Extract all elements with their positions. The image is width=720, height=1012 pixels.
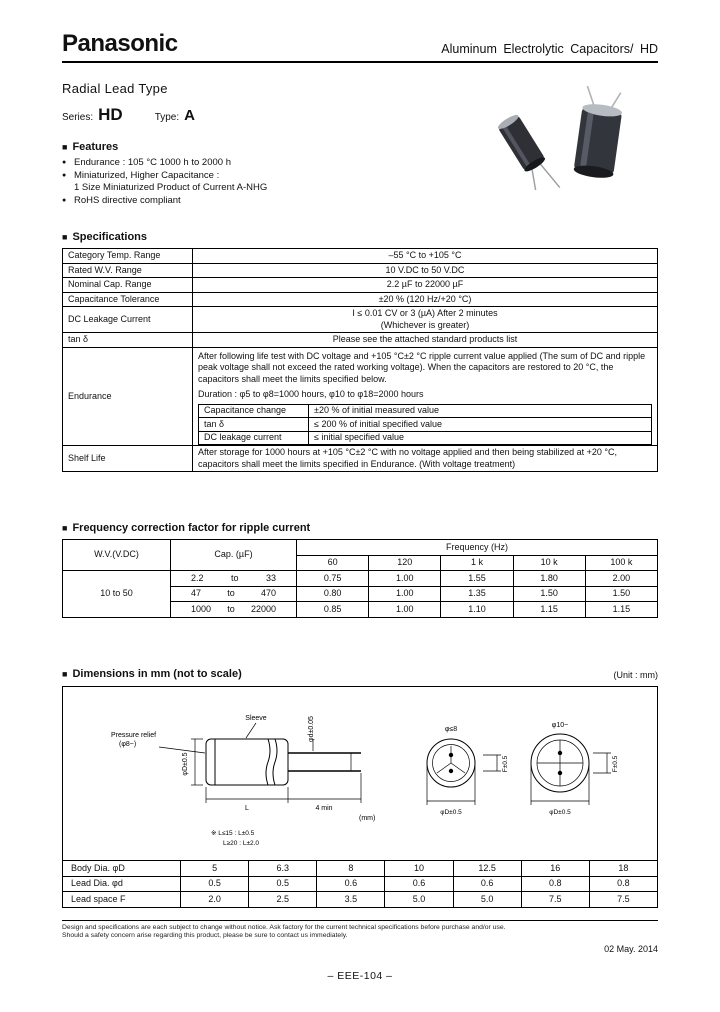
endurance-sub-value: ±20 % of initial measured value: [309, 404, 652, 418]
endurance-sub-label: DC leakage current: [199, 431, 309, 445]
freq-wv-value: 10 to 50: [63, 571, 171, 618]
specifications-heading-label: Specifications: [72, 231, 148, 243]
capacitor-photo-graphic: [482, 86, 660, 190]
dim-value: 5: [181, 861, 249, 877]
page-footer: [62, 920, 658, 982]
spec-value-shelf: After storage for 1000 hours at +105 °C±2 °C with no voltage applied and then being stabilized at +20 °C, capacitors shall meet the limits specified in Endurance. (With voltage treatment): [193, 446, 658, 472]
factor-cell: 1.10: [441, 602, 513, 618]
leakage-line-2: (Whichever is greater): [380, 319, 470, 330]
body-diameter-label: φD±0.5: [182, 751, 189, 776]
square-marker-icon: ■: [62, 232, 68, 242]
large-end-diameter-label: φD±0.5: [549, 808, 571, 816]
series-label: Series:: [62, 112, 94, 123]
table-row: [63, 571, 658, 587]
capacitor-side-view: [206, 739, 361, 785]
page-number: – EEE-104 –: [327, 969, 393, 982]
dim-value: 18: [589, 861, 657, 877]
table-row: [63, 307, 658, 333]
factor-cell: 1.80: [513, 571, 585, 587]
frequency-table: [62, 539, 658, 618]
capacitor-photo: [482, 86, 660, 190]
spec-value-endurance: [193, 347, 658, 446]
bullet-icon: ●: [62, 196, 67, 204]
endurance-duration: Duration : φ5 to φ8=1000 hours, φ10 to φ18=2000 hours: [198, 389, 424, 399]
end-view-dimension-lines: [427, 753, 611, 805]
cap-min: 1000: [191, 603, 212, 614]
dim-value: 16: [521, 861, 589, 877]
lead-space-label-small: F±0.5: [502, 755, 509, 772]
square-marker-icon: ■: [62, 142, 68, 152]
spec-label-leakage: DC Leakage Current: [63, 307, 193, 333]
factor-cell: 1.15: [513, 602, 585, 618]
feature-text: Miniaturized, Higher Capacitance :: [74, 169, 220, 181]
specifications-heading: [62, 231, 658, 243]
table-row: [63, 892, 658, 908]
table-row: [199, 418, 652, 432]
dim-value: 10: [385, 861, 453, 877]
spec-label-tolerance: Capacitance Tolerance: [63, 292, 193, 307]
dim-value: 2.0: [181, 892, 249, 908]
length-tolerance-note-1: ※ L≤15 : L±0.5: [211, 829, 255, 837]
cap-max: 22000: [250, 603, 276, 614]
dim-value: 7.5: [589, 892, 657, 908]
dimensions-drawing: [63, 689, 657, 861]
type-label: Type:: [154, 112, 180, 123]
endurance-subtable: [198, 404, 652, 446]
pressure-relief-size-label: (φ8~): [119, 740, 137, 748]
cap-max: 33: [265, 572, 276, 583]
freq-cap-range: [171, 586, 297, 602]
header-rule: [62, 61, 658, 63]
dim-value: 5.0: [385, 892, 453, 908]
freq-col-100k: 100 k: [585, 555, 657, 571]
dim-value: 8: [317, 861, 385, 877]
cap-to: to: [230, 572, 239, 583]
spec-value-tand: Please see the attached standard products list: [193, 333, 658, 348]
mm-label: (mm): [359, 814, 376, 822]
freq-cap-range: [171, 602, 297, 618]
bullet-icon: [62, 182, 74, 195]
spec-label-endurance: Endurance: [63, 347, 193, 446]
cap-to: to: [227, 588, 235, 598]
large-end-view-label: φ10~: [551, 721, 569, 729]
body-length-label: L: [245, 804, 249, 812]
dim-value: 12.5: [453, 861, 521, 877]
endurance-note: After following life test with DC voltage and +105 °C±2 °C ripple current value applied (The sum of DC and ripple peak voltage shall not exceed the rated working voltage). When the capacitors are restored to 20 °C, the capacitors shall meet the limits specified below.: [198, 350, 646, 384]
dim-value: 0.6: [317, 876, 385, 892]
factor-cell: 1.50: [513, 586, 585, 602]
factor-cell: 0.75: [297, 571, 369, 587]
footer-date: 02 May. 2014: [604, 943, 658, 954]
feature-text: Endurance : 105 °C 1000 h to 2000 h: [74, 157, 231, 168]
endurance-sub-label: tan δ: [199, 418, 309, 432]
spec-label-wv: Rated W.V. Range: [63, 263, 193, 278]
table-row: [199, 431, 652, 445]
endurance-sub-value: ≤ initial specified value: [309, 431, 652, 445]
table-row: [63, 292, 658, 307]
lead-diameter-label: φd±0.05: [308, 715, 315, 742]
feature-text: 1 Size Miniaturized Product of Current A-NHG: [74, 182, 268, 193]
freq-header-frequency: Frequency (Hz): [297, 540, 658, 556]
unit-note: (Unit : mm): [613, 669, 658, 680]
freq-header-wv: W.V.(V.DC): [63, 540, 171, 571]
table-row: [63, 278, 658, 293]
lead-min-length-label: 4 min: [315, 804, 333, 812]
document-title: Aluminum Electrolytic Capacitors/ HD: [441, 42, 658, 56]
spec-value-tolerance: ±20 % (120 Hz/+20 °C): [193, 292, 658, 307]
table-row: [63, 861, 658, 877]
dim-value: 3.5: [317, 892, 385, 908]
dimensions-heading: [62, 668, 242, 680]
feature-text: RoHS directive compliant: [74, 194, 181, 206]
cap-max: 470: [260, 588, 276, 598]
table-row: [199, 404, 652, 418]
frequency-section: [62, 522, 658, 618]
square-marker-icon: ■: [62, 523, 68, 533]
bullet-icon: ●: [62, 159, 67, 166]
dim-row-label-body: Body Dia. φD: [63, 861, 181, 877]
table-row: [63, 263, 658, 278]
cap-min: 2.2: [191, 572, 204, 583]
small-end-view-label: φ≤8: [444, 725, 458, 733]
dimensions-heading-row: [62, 668, 658, 680]
large-capacitor-graphic: [573, 86, 625, 180]
endurance-sub-label: Capacitance change: [199, 404, 309, 418]
square-marker-icon: ■: [62, 668, 68, 679]
page-header: [62, 30, 658, 58]
factor-cell: 1.35: [441, 586, 513, 602]
freq-cap-range: [171, 571, 297, 587]
spec-value-category: –55 °C to +105 °C: [193, 249, 658, 264]
factor-cell: 1.00: [369, 586, 441, 602]
small-capacitor-graphic: [493, 113, 563, 190]
freq-col-1k: 1 k: [441, 555, 513, 571]
table-row: [63, 347, 658, 446]
dim-row-label-lead: Lead Dia. φd: [63, 876, 181, 892]
spec-label-category: Category Temp. Range: [63, 249, 193, 264]
length-tolerance-note-2: L≥20 : L±2.0: [223, 839, 260, 847]
freq-col-10k: 10 k: [513, 555, 585, 571]
table-row: [63, 333, 658, 348]
factor-cell: 0.80: [297, 586, 369, 602]
footer-note-2: Should a safety concern arise regarding this product, please be sure to contact us immediately.: [62, 932, 348, 940]
bullet-icon: ●: [62, 171, 67, 179]
freq-header-cap: Cap. (µF): [171, 540, 297, 571]
endurance-sub-value: ≤ 200 % of initial specified value: [309, 418, 652, 432]
table-row: [63, 446, 658, 472]
specifications-section: [62, 231, 658, 472]
spec-label-cap: Nominal Cap. Range: [63, 278, 193, 293]
factor-cell: 1.15: [585, 602, 657, 618]
type-value: A: [184, 107, 195, 124]
dimensions-section: [62, 668, 658, 908]
dimensions-box: [62, 686, 658, 908]
table-row: [63, 876, 658, 892]
dim-value: 5.0: [453, 892, 521, 908]
specifications-table: [62, 248, 658, 472]
dim-value: 0.5: [181, 876, 249, 892]
factor-cell: 1.50: [585, 586, 657, 602]
spec-value-wv: 10 V.DC to 50 V.DC: [193, 263, 658, 278]
factor-cell: 2.00: [585, 571, 657, 587]
dimensions-table: [62, 860, 658, 908]
spec-label-shelf: Shelf Life: [63, 446, 193, 472]
table-row: [63, 540, 658, 556]
freq-col-60: 60: [297, 555, 369, 571]
cap-to: to: [227, 603, 235, 614]
dim-value: 0.6: [453, 876, 521, 892]
cap-min: 47: [191, 588, 202, 598]
factor-cell: 0.85: [297, 602, 369, 618]
leakage-line-1: I ≤ 0.01 CV or 3 (µA) After 2 minutes: [352, 308, 498, 318]
dim-value: 0.8: [521, 876, 589, 892]
series-value: HD: [98, 105, 123, 124]
dim-value: 2.5: [249, 892, 317, 908]
table-row: [63, 249, 658, 264]
factor-cell: 1.00: [369, 571, 441, 587]
spec-value-cap: 2.2 µF to 22000 µF: [193, 278, 658, 293]
frequency-heading: [62, 522, 658, 534]
footer-note-1: Design and specifications are each subject to change without notice. Ask factory for the current technical specifications before purchase and/or use.: [62, 923, 506, 931]
small-end-diameter-label: φD±0.5: [440, 808, 462, 816]
dim-value: 6.3: [249, 861, 317, 877]
feature-item: [62, 195, 658, 208]
dim-value: 7.5: [521, 892, 589, 908]
spec-value-leakage: [193, 307, 658, 333]
page-title: Radial Lead Type: [62, 81, 168, 96]
frequency-heading-label: Frequency correction factor for ripple current: [72, 522, 311, 534]
dim-value: 0.8: [589, 876, 657, 892]
dim-value: 0.6: [385, 876, 453, 892]
spec-label-tand: tan δ: [63, 333, 193, 348]
factor-cell: 1.55: [441, 571, 513, 587]
brand-logo: Panasonic: [62, 30, 178, 57]
features-heading-label: Features: [72, 141, 119, 153]
freq-col-120: 120: [369, 555, 441, 571]
lead-space-label-large: F±0.5: [612, 755, 619, 772]
factor-cell: 1.00: [369, 602, 441, 618]
dimensions-heading-label: Dimensions in mm (not to scale): [72, 667, 242, 680]
pressure-relief-label: Pressure relief: [111, 731, 157, 739]
dim-row-label-space: Lead space F: [63, 892, 181, 908]
dim-value: 0.5: [249, 876, 317, 892]
sleeve-label: Sleeve: [245, 714, 267, 722]
